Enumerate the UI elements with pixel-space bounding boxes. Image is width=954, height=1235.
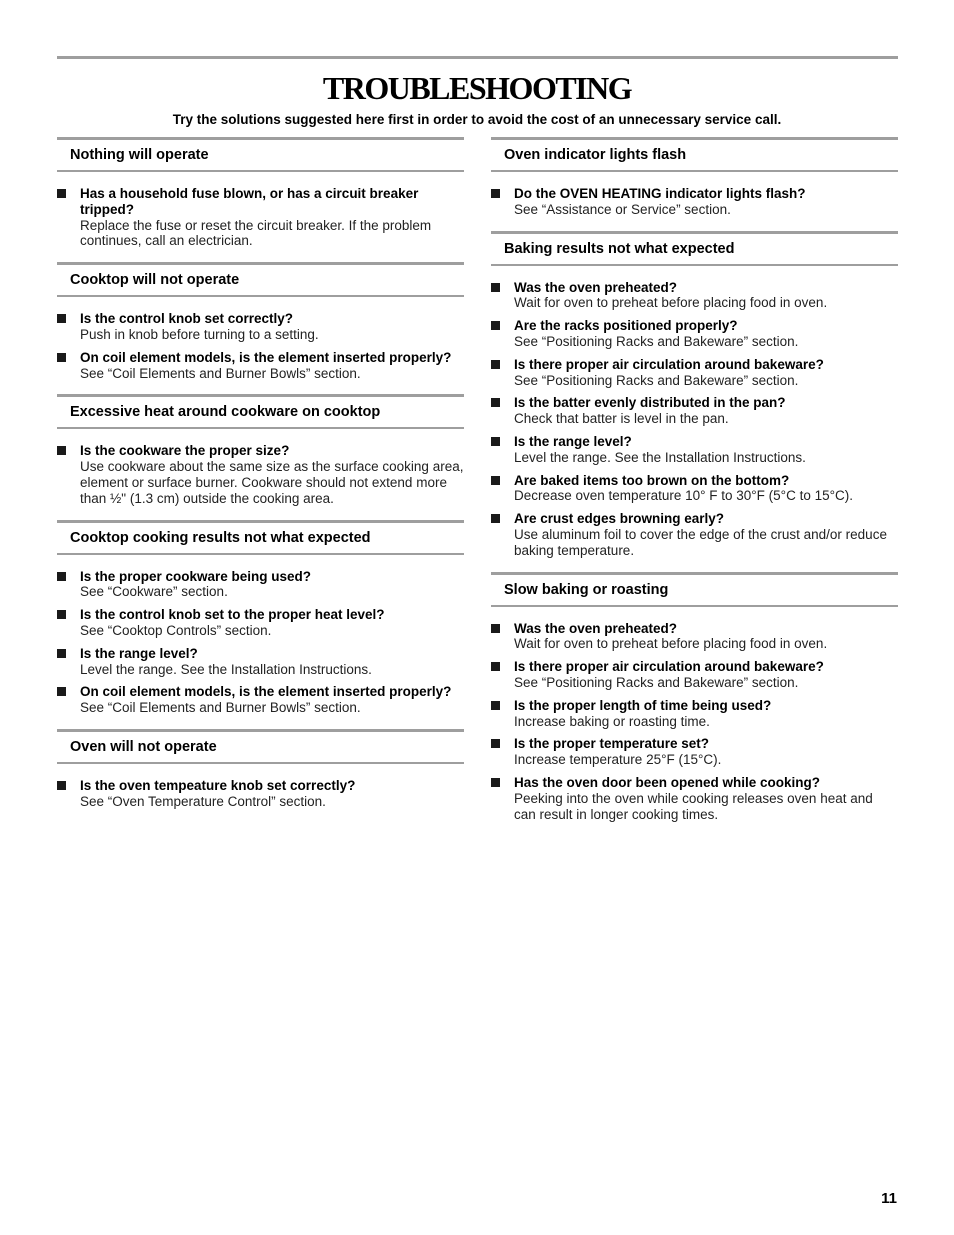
section-heading: Oven will not operate bbox=[57, 729, 464, 764]
answer-text: Use cookware about the same size as the surface cooking area, element or surface burner. Cookware should not extend more than ½" (1.3 cm) outside the cooking area. bbox=[80, 459, 464, 506]
section-oven-will-not-operate bbox=[57, 729, 464, 810]
section-heading: Nothing will operate bbox=[57, 137, 464, 172]
answer-text: Peeking into the oven while cooking releases oven heat and can result in longer cooking times. bbox=[514, 790, 873, 822]
question-text: Is the proper length of time being used? bbox=[514, 697, 772, 713]
question-text: Is the control knob set to the proper heat level? bbox=[80, 607, 385, 623]
square-bullet-icon bbox=[491, 189, 500, 198]
square-bullet-icon bbox=[57, 610, 66, 619]
list-item bbox=[491, 280, 898, 312]
answer-text: See “Oven Temperature Control” section. bbox=[80, 793, 326, 809]
list-item bbox=[491, 318, 898, 350]
right-column bbox=[491, 137, 898, 835]
square-bullet-icon bbox=[491, 283, 500, 292]
square-bullet-icon bbox=[491, 514, 500, 523]
list-item bbox=[57, 311, 464, 343]
question-text: Are baked items too brown on the bottom? bbox=[514, 472, 790, 488]
answer-text: See “Positioning Racks and Bakeware” section. bbox=[514, 372, 799, 388]
page-number: 11 bbox=[881, 1190, 897, 1207]
square-bullet-icon bbox=[491, 321, 500, 330]
section-nothing-will-operate bbox=[57, 137, 464, 249]
section-oven-indicator-lights-flash bbox=[491, 137, 898, 218]
item-list bbox=[57, 429, 464, 506]
section-slow-baking-or-roasting bbox=[491, 572, 898, 823]
question-text: On coil element models, is the element inserted properly? bbox=[80, 349, 452, 365]
section-heading: Baking results not what expected bbox=[491, 231, 898, 266]
answer-text: Check that batter is level in the pan. bbox=[514, 411, 729, 427]
answer-text: Wait for oven to preheat before placing food in oven. bbox=[514, 295, 828, 311]
question-text: Is the range level? bbox=[514, 433, 632, 449]
list-item bbox=[57, 186, 464, 249]
section-cooktop-will-not-operate bbox=[57, 262, 464, 381]
question-text: Is the oven tempeature knob set correctly? bbox=[80, 777, 356, 793]
question-text: Is the cookware the proper size? bbox=[80, 443, 290, 459]
left-column bbox=[57, 137, 464, 823]
square-bullet-icon bbox=[491, 739, 500, 748]
list-item bbox=[491, 621, 898, 653]
answer-text: Push in knob before turning to a setting. bbox=[80, 326, 319, 342]
question-text: Is the proper temperature set? bbox=[514, 736, 710, 752]
list-item bbox=[491, 357, 898, 389]
square-bullet-icon bbox=[491, 624, 500, 633]
list-item bbox=[491, 659, 898, 691]
item-list bbox=[57, 764, 464, 810]
question-text: Has the oven door been opened while cooking? bbox=[514, 774, 821, 790]
answer-text: Increase temperature 25°F (15°C). bbox=[514, 752, 722, 768]
list-item bbox=[57, 778, 464, 810]
list-item bbox=[57, 569, 464, 601]
list-item bbox=[491, 698, 898, 730]
top-rule bbox=[57, 56, 898, 59]
item-list bbox=[57, 172, 464, 249]
answer-text: See “Cooktop Controls” section. bbox=[80, 622, 272, 638]
item-list bbox=[57, 555, 464, 716]
question-text: On coil element models, is the element inserted properly? bbox=[80, 684, 452, 700]
square-bullet-icon bbox=[491, 701, 500, 710]
answer-text: See “Coil Elements and Burner Bowls” section. bbox=[80, 700, 361, 716]
question-text: Is the control knob set correctly? bbox=[80, 311, 294, 327]
square-bullet-icon bbox=[491, 398, 500, 407]
section-heading: Cooktop cooking results not what expected bbox=[57, 520, 464, 555]
answer-text: See “Positioning Racks and Bakeware” section. bbox=[514, 333, 799, 349]
answer-text: See “Coil Elements and Burner Bowls” section. bbox=[80, 365, 361, 381]
list-item bbox=[491, 736, 898, 768]
list-item bbox=[57, 350, 464, 382]
answer-text: See “Assistance or Service” section. bbox=[514, 201, 731, 217]
list-item bbox=[491, 395, 898, 427]
list-item bbox=[491, 434, 898, 466]
answer-text: See “Cookware” section. bbox=[80, 584, 228, 600]
list-item bbox=[491, 186, 898, 218]
list-item bbox=[491, 511, 898, 558]
item-list bbox=[57, 297, 464, 381]
section-heading: Oven indicator lights flash bbox=[491, 137, 898, 172]
square-bullet-icon bbox=[491, 476, 500, 485]
item-list bbox=[491, 172, 898, 218]
answer-text: Increase baking or roasting time. bbox=[514, 713, 710, 729]
question-text: Are crust edges browning early? bbox=[514, 511, 725, 527]
question-text: Is there proper air circulation around bakeware? bbox=[514, 659, 824, 675]
question-text: Is the range level? bbox=[80, 645, 198, 661]
square-bullet-icon bbox=[57, 687, 66, 696]
question-text: Are the racks positioned properly? bbox=[514, 318, 738, 334]
section-heading: Slow baking or roasting bbox=[491, 572, 898, 607]
list-item bbox=[491, 775, 898, 822]
question-text: Is the batter evenly distributed in the pan? bbox=[514, 395, 786, 411]
answer-text: See “Positioning Racks and Bakeware” section. bbox=[514, 674, 799, 690]
question-text: Do the OVEN HEATING indicator lights flash? bbox=[514, 186, 806, 201]
item-list bbox=[491, 266, 898, 559]
question-text: Was the oven preheated? bbox=[514, 620, 678, 636]
square-bullet-icon bbox=[491, 662, 500, 671]
question-text: Has a household fuse blown, or has a circuit breaker tripped? bbox=[80, 186, 419, 217]
section-heading: Cooktop will not operate bbox=[57, 262, 464, 297]
item-list bbox=[491, 607, 898, 823]
list-item bbox=[57, 443, 464, 506]
answer-text: Replace the fuse or reset the circuit breaker. If the problem continues, call an electrician. bbox=[80, 217, 432, 249]
square-bullet-icon bbox=[491, 437, 500, 446]
section-heading: Excessive heat around cookware on cooktop bbox=[57, 394, 464, 429]
square-bullet-icon bbox=[57, 649, 66, 658]
square-bullet-icon bbox=[57, 314, 66, 323]
answer-text: Wait for oven to preheat before placing food in oven. bbox=[514, 636, 828, 652]
section-cooktop-cooking-results-not-what-expected bbox=[57, 520, 464, 716]
answer-text: Use aluminum foil to cover the edge of the crust and/or reduce baking temperature. bbox=[514, 526, 887, 558]
square-bullet-icon bbox=[57, 572, 66, 581]
answer-text: Decrease oven temperature 10° F to 30°F (5°C to 15°C). bbox=[514, 488, 853, 504]
page-title: TROUBLESHOOTING bbox=[322, 70, 632, 106]
square-bullet-icon bbox=[57, 781, 66, 790]
list-item bbox=[57, 684, 464, 716]
list-item bbox=[491, 473, 898, 505]
intro-text: Try the solutions suggested here first in order to avoid the cost of an unnecessary service call. bbox=[172, 112, 782, 127]
square-bullet-icon bbox=[57, 189, 66, 198]
answer-text: Level the range. See the Installation Instructions. bbox=[80, 661, 372, 677]
question-text: Is the proper cookware being used? bbox=[80, 568, 312, 584]
answer-text: Level the range. See the Installation Instructions. bbox=[514, 449, 806, 465]
section-baking-results-not-what-expected bbox=[491, 231, 898, 559]
square-bullet-icon bbox=[57, 446, 66, 455]
question-text: Was the oven preheated? bbox=[514, 279, 678, 295]
square-bullet-icon bbox=[491, 360, 500, 369]
square-bullet-icon bbox=[491, 778, 500, 787]
list-item bbox=[57, 607, 464, 639]
section-excessive-heat-around-cookware-on-cooktop bbox=[57, 394, 464, 506]
list-item bbox=[57, 646, 464, 678]
square-bullet-icon bbox=[57, 353, 66, 362]
question-text: Is there proper air circulation around bakeware? bbox=[514, 356, 824, 372]
